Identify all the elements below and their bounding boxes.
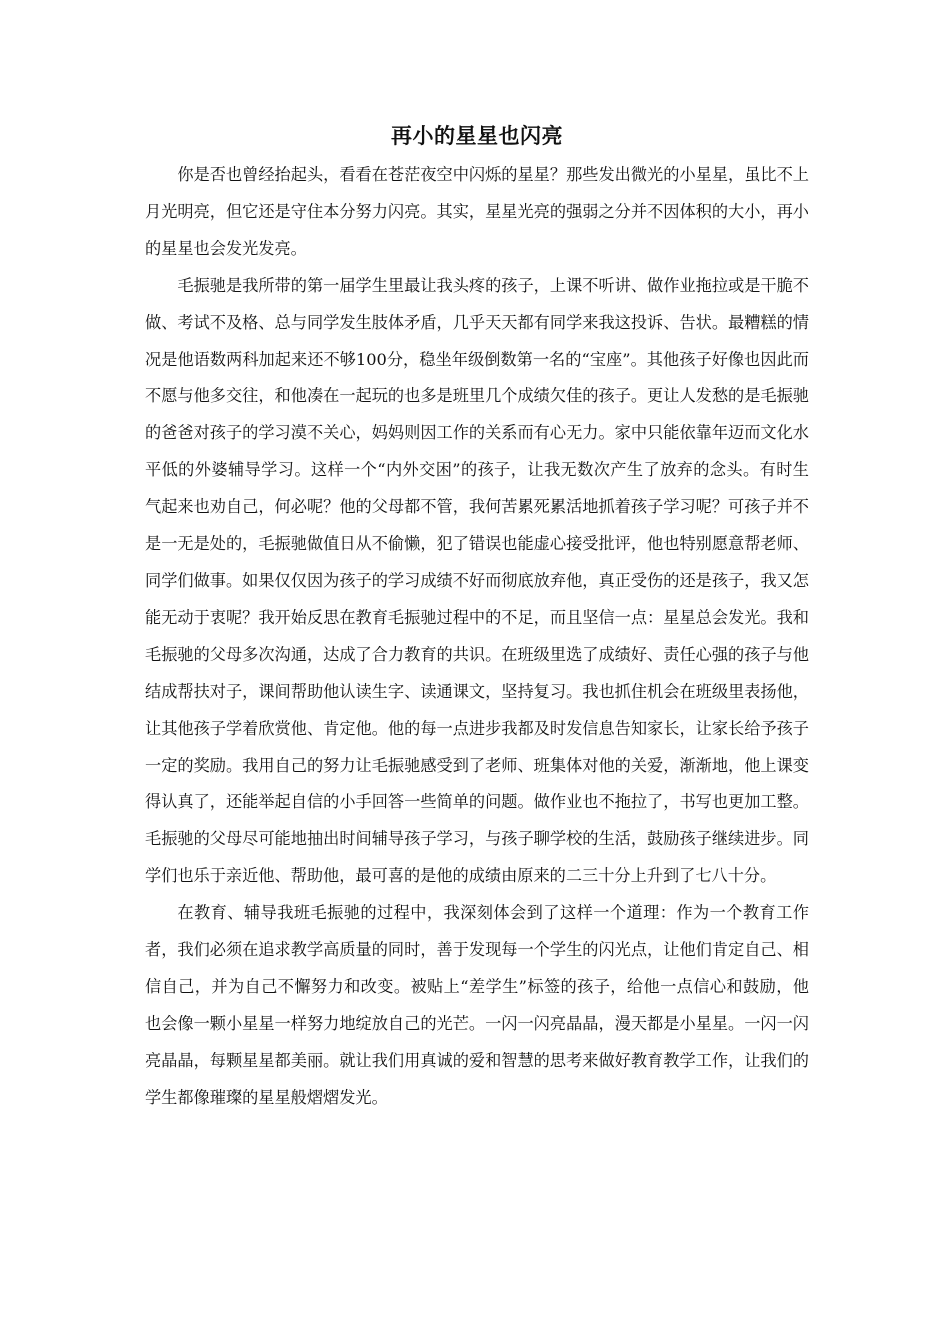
document-page (145, 118, 809, 1117)
document-title: 再小的星星也闪亮 (391, 124, 563, 148)
paragraph-story: 毛振驰是我所带的第一届学生里最让我头疼的孩子，上课不听讲、做作业拖拉或是干脆不做、考试不及格、总与同学发生肢体矛盾，几乎天天都有同学来我这投诉、告状。最糟糕的情况是他语数两科加起来还不够100分，稳坐年级倒数第一名的“宝座”。其他孩子好像也因此而不愿与他多交往，和他凑在一起玩的也多是班里几个成绩欠佳的孩子。更让人发愁的是毛振驰的爸爸对孩子的学习漠不关心，妈妈则因工作的关系而有心无力。家中只能依靠年迈而文化水平低的外婆辅导学习。这样一个“内外交困”的孩子，让我无数次产生了放弃的念头。有时生气起来也劝自己，何必呢？他的父母都不管，我何苦累死累活地抓着孩子学习呢？可孩子并不是一无是处的，毛振驰做值日从不偷懒，犯了错误也能虚心接受批评，他也特别愿意帮老师、同学们做事。如果仅仅因为孩子的学习成绩不好而彻底放弃他，真正受伤的还是孩子，我又怎能无动于衷呢？我开始反思在教育毛振驰过程中的不足，而且坚信一点：星星总会发光。我和毛振驰的父母多次沟通，达成了合力教育的共识。在班级里选了成绩好、责任心强的孩子与他结成帮扶对子，课间帮助他认读生字、读通课文，坚持复习。我也抓住机会在班级里表扬他，让其他孩子学着欣赏他、肯定他。他的每一点进步我都及时发信息告知家长，让家长给予孩子一定的奖励。我用自己的努力让毛振驰感受到了老师、班集体对他的关爱，渐渐地，他上课变得认真了，还能举起自信的小手回答一些简单的问题。做作业也不拖拉了，书写也更加工整。毛振驰的父母尽可能地抽出时间辅导孩子学习，与孩子聊学校的生活，鼓励孩子继续进步。同学们也乐于亲近他、帮助他，最可喜的是他的成绩由原来的二三十分上升到了七八十分。 (145, 275, 809, 886)
paragraph-conclusion: 在教育、辅导我班毛振驰的过程中，我深刻体会到了这样一个道理：作为一个教育工作者，我们必须在追求教学高质量的同时，善于发现每一个学生的闪光点，让他们肯定自己、相信自己，并为自己不懈努力和改变。被贴上“差学生”标签的孩子，给他一点信心和鼓励，他也会像一颗小星星一样努力地绽放自己的光芒。一闪一闪亮晶晶，漫天都是小星星。一闪一闪亮晶晶，每颗星星都美丽。就让我们用真诚的爱和智慧的思考来做好教育教学工作，让我们的学生都像璀璨的星星般熠熠发光。 (145, 903, 809, 1107)
paragraph-intro: 你是否也曾经抬起头，看看在苍茫夜空中闪烁的星星？那些发出微光的小星星，虽比不上月光明亮，但它还是守住本分努力闪亮。其实，星星光亮的强弱之分并不因体积的大小，再小的星星也会发光发亮。 (145, 165, 809, 258)
